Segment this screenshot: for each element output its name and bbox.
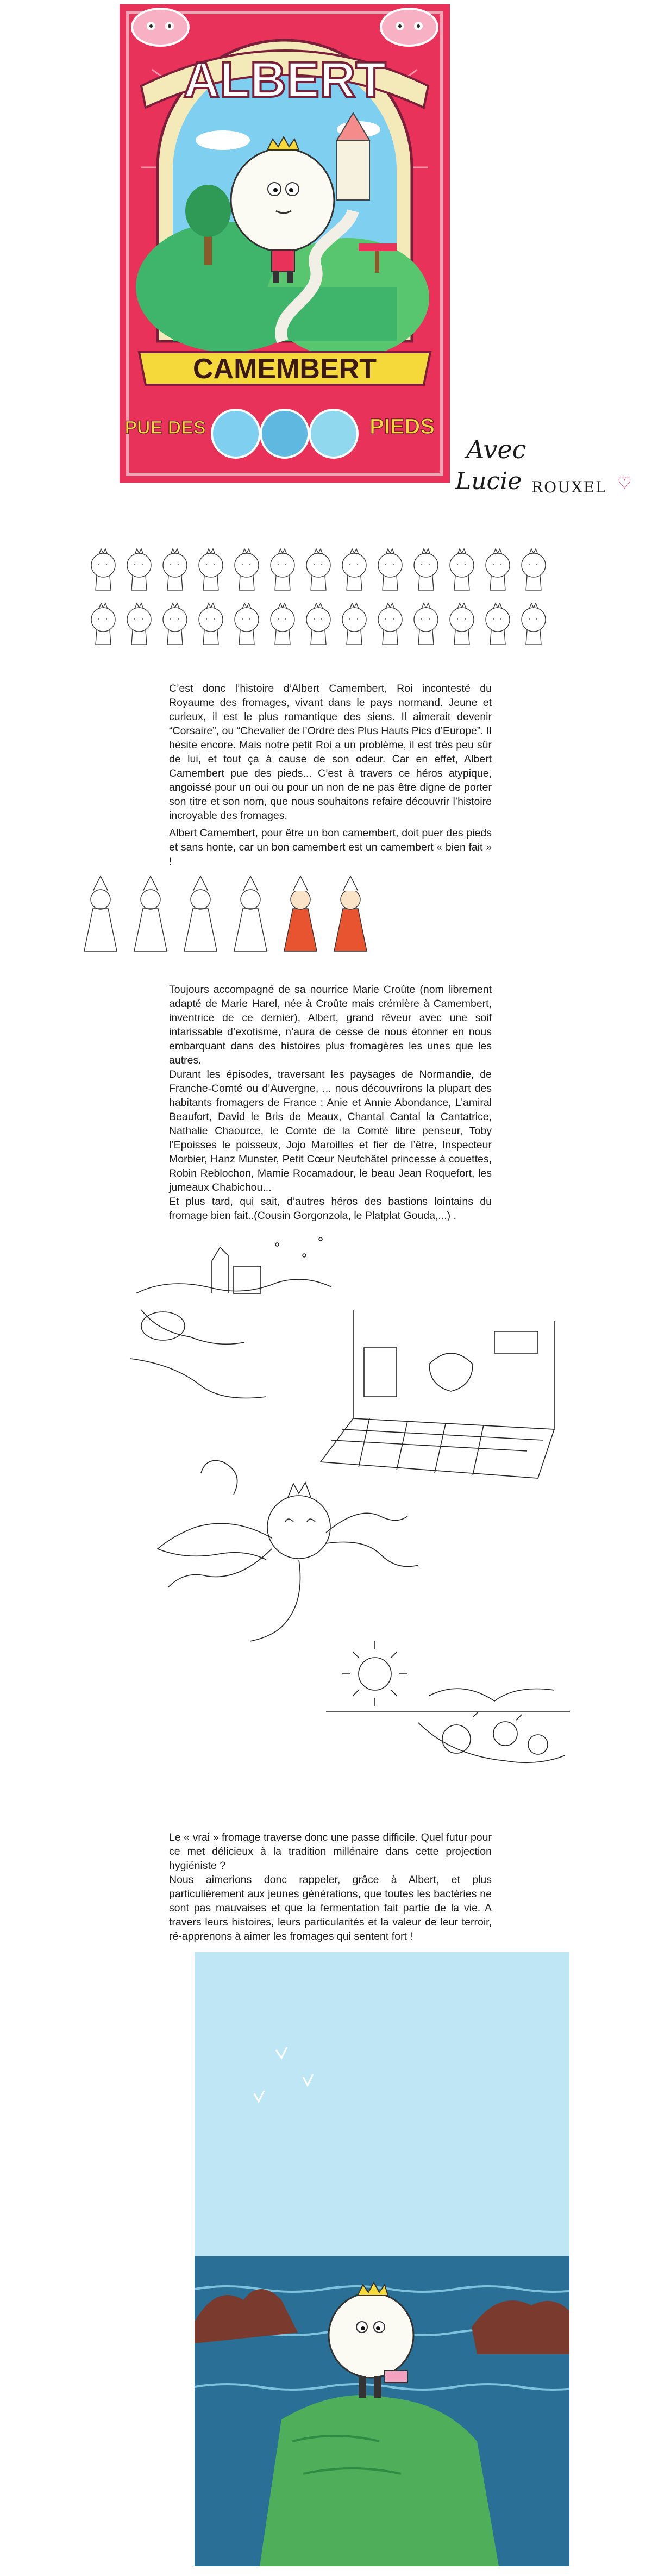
- character-sketch-icon: [342, 549, 366, 590]
- fourth-paragraph: Le « vrai » fromage traverse donc une passe difficile. Quel futur pour ce met délicieux à la tradition millénaire dans cette projection hygiéniste ? Nous aimerions donc rappeler, grâce à Albert, et plus particulièrement aux jeunes générations, que toutes les bactéries ne sont pas mauvaises et que la fermentation fait partie de la vie. A travers leurs histoires, leurs particularités et la valeur de leur terroir, ré-apprenons à aimer les fromages qui sentent fort !: [169, 1831, 492, 1942]
- character-sketch-icon: [235, 549, 259, 590]
- medallion-icon: [212, 410, 260, 458]
- smell-swirl-sketch: [158, 1461, 418, 1642]
- nurse-sketch-icon: [84, 876, 117, 951]
- character-sketch-icon: [450, 549, 474, 590]
- corner-cheese-right-icon: [381, 9, 437, 46]
- character-sketch-icon: [235, 603, 259, 645]
- signature-block: [455, 435, 640, 522]
- character-sketch-icon: [486, 549, 510, 590]
- character-sketch-icon: [378, 603, 402, 645]
- nurse-row-svg: [79, 870, 448, 962]
- nurse-sketch-icon: [334, 876, 367, 951]
- signature-line1: Avec: [466, 435, 526, 464]
- intro-paragraph: C’est donc l’histoire d’Albert Camembert, Roi incontesté du Royaume des fromages, vivant dans le pays normand. Jeune et curieux, il est le plus romantique des siens. Il aimerait devenir “Corsaire”, ou “Chevalier de l’Ordre des Plus Hauts Pics d’Europe”. Il hésite encore. Mais notre petit Roi a un problème, il est très peu sûr de lui, et tout ça à cause de son odeur. Car en effet, Albert Camembert pue des pieds... C’est à travers ce héros atypique, angoissé pour un oui ou pour un non de ne pas être digne de porter son titre et son nom, que nous souhaitons refaire découvrir l’histoire incroyable des fromages.: [169, 683, 492, 822]
- poster-tagline-right: PIEDS: [369, 415, 435, 439]
- character-sketch-icon: [271, 603, 294, 645]
- room-interior-sketch: [321, 1310, 554, 1478]
- character-sketch-icon: [306, 549, 330, 590]
- poster-tagline-left: PUE DES: [124, 417, 206, 438]
- character-sketch-icon: [91, 549, 115, 590]
- character-sketch-icon: [127, 603, 151, 645]
- character-sketch-icon: [271, 549, 294, 590]
- medallion-icon: [310, 410, 358, 458]
- heart-icon: ♡: [617, 474, 632, 493]
- sketch-grid-svg: [87, 538, 565, 647]
- signature-line2: Lucie: [455, 467, 522, 495]
- poster-artwork: [120, 4, 450, 483]
- third-paragraph: Toujours accompagné de sa nourrice Marie Croûte (nom librement adapté de Marie Harel, née à Croûte mais crémière à Camembert, inventrice de ce dernier), Albert, grand rêveur avec une soif intarissable d’exotisme, n’aura de cesse de nous étonner en nous embarquant dans des histoires plus fromagères les unes que les autres. Durant les épisodes, traversant les paysages de Normandie, de Franche-Comté ou d’Auvergne, ... nous découvrirons la plupart des habitants fromagers de France : Anie et Annie Abondance, L’amiral Beaufort, David le Bris de Meaux, Chantal Cantal la Cantatrice, Nathalie Chaource, le Comte de la Comté libre penseur, Toby l’Epoisses le poisseux, Jojo Maroilles et fier de l’être, Inspecteur Morbier, Hanz Munster, Petit Cœur Neufchâtel princesse à couettes, Robin Reblochon, Mamie Rocamadour, le beau Jean Roquefort, les jumeaux Chabichou... Et plus tard, qui sait, d’autres héros des bastions lointains du fromage bien fait..(Cousin Gorgonzola, le Platplat Gouda,...) .: [169, 984, 492, 1222]
- character-sketch-icon: [342, 603, 366, 645]
- character-sketch-icon: [450, 603, 474, 645]
- medallion-icon: [261, 410, 309, 458]
- character-sketch-icon: [486, 603, 510, 645]
- character-sketch-icon: [91, 603, 115, 645]
- character-sketch-icon: [163, 549, 187, 590]
- character-sketch-icon: [522, 549, 546, 590]
- poster-subtitle: CAMEMBERT: [193, 353, 377, 385]
- character-sketch-icon: [522, 603, 546, 645]
- nurse-sketches: [79, 870, 448, 962]
- character-sketch-icon: [127, 549, 151, 590]
- character-sketch-icon: [414, 603, 438, 645]
- character-sketch-icon: [414, 549, 438, 590]
- character-sketch-icon: [306, 603, 330, 645]
- character-sketch-icon: [378, 549, 402, 590]
- castle-coast-sketch: [130, 1237, 331, 1398]
- character-sketches: [87, 538, 565, 647]
- final-illustration: [195, 1952, 569, 2566]
- corner-cheese-left-icon: [132, 9, 189, 46]
- signature-line3: ROUXEL: [531, 478, 607, 496]
- poster-illustration: [120, 4, 450, 483]
- character-sketch-icon: [199, 549, 223, 590]
- character-sketch-icon: [199, 603, 223, 645]
- final-illustration-artwork: [195, 1952, 569, 2566]
- nurse-sketch-icon: [134, 876, 167, 951]
- character-sketch-icon: [163, 603, 187, 645]
- second-paragraph: Albert Camembert, pour être un bon camembert, doit puer des pieds et sans honte, car un bon camembert est un camembert « bien fait » !: [169, 827, 492, 867]
- sketch-illustrations: [125, 1223, 576, 1793]
- nurse-sketch-icon: [184, 876, 217, 951]
- nurse-sketch-icon: [234, 876, 267, 951]
- sun-coast-sketch: [326, 1641, 570, 1762]
- poster-title: ALBERT: [183, 52, 386, 108]
- nurse-sketch-icon: [284, 876, 317, 951]
